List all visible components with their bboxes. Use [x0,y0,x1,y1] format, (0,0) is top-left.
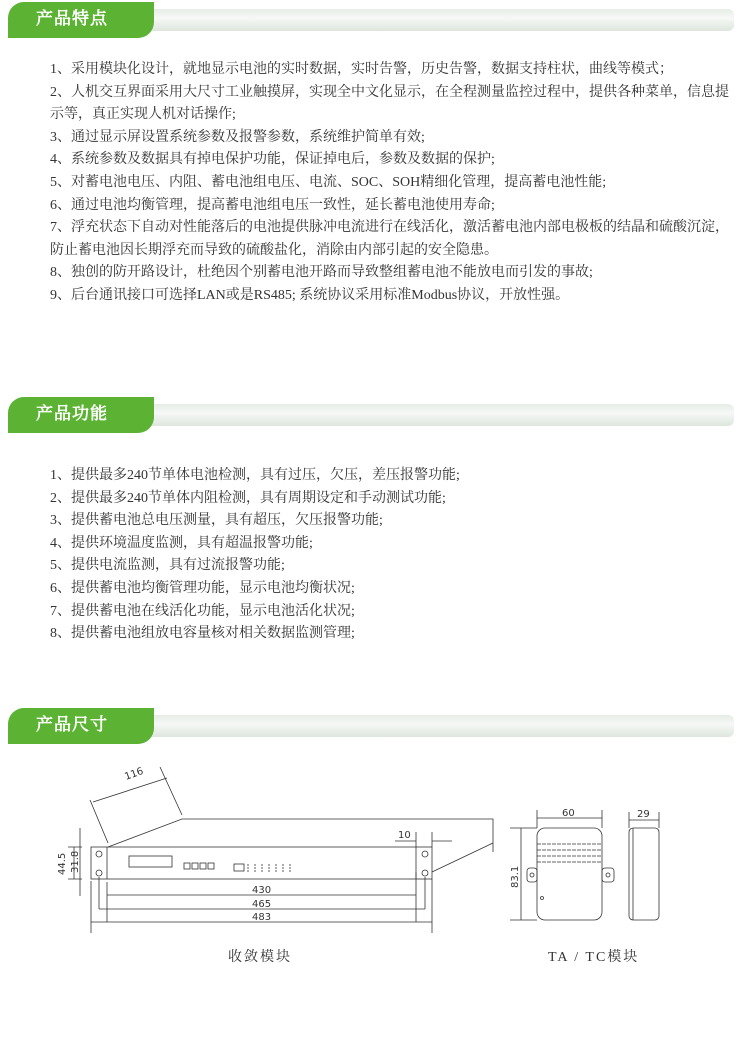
functions-list [50,465,730,646]
list-item: 7、提供蓄电池在线活化功能，显示电池活化状况; [50,603,355,619]
list-item: 7、浮充状态下自动对性能落后的电池提供脉冲电流进行在线活化，激活蓄电池内部电极板的结晶和硫酸沉淀，防止蓄电池因长期浮充而导致的硫酸盐化，消除由内部引起的安全隐患。 [50,220,729,258]
tatc-module-drawing [500,790,700,940]
list-item: 4、提供环境温度监测，具有超温报警功能; [50,535,313,551]
section-header-functions [8,397,738,433]
rack-module-caption: 收敛模块 [228,950,292,965]
list-item: 4、系统参数及数据具有掉电保护功能，保证掉电后，参数及数据的保护; [50,152,495,168]
dim-height: 83.1 [510,865,521,888]
list-item: 1、提供最多240节单体电池检测，具有过压，欠压，差压报警功能; [50,468,460,483]
dim-483: 483 [252,912,272,923]
dim-depth: 29 [637,809,650,820]
list-item: 6、通过电池均衡管理，提高蓄电池组电压一致性，延长蓄电池使用寿命; [50,197,495,213]
rack-module-drawing [40,740,500,940]
dim-ear: 10 [398,830,411,841]
dim-465: 465 [252,899,272,910]
dim-height-31: 31.8 [70,850,81,873]
section-header-features [8,2,738,38]
tatc-module-caption: TA / TC模块 [548,950,640,965]
list-item: 3、提供蓄电池总电压测量，具有超压，欠压报警功能; [50,513,383,529]
list-item: 3、通过显示屏设置系统参数及报警参数，系统维护简单有效; [50,129,425,145]
list-item: 1、采用模块化设计，就地显示电池的实时数据，实时告警，历史告警，数据支持柱状，曲线等模式； [50,62,673,77]
section-header-dimensions [8,708,738,744]
list-item: 9、后台通讯接口可选择LAN或是RS485; 系统协议采用标准Modbus协议，开放性强。 [50,287,570,303]
dim-430: 430 [252,885,272,896]
dim-height-44: 44.5 [57,852,68,875]
section-title: 产品特点 [8,2,154,38]
list-item: 8、独创的防开路设计，杜绝因个别蓄电池开路而导致整组蓄电池不能放电而引发的事故; [50,265,593,281]
features-list [50,59,730,308]
list-item: 2、提供最多240节单体内阻检测，具有周期设定和手动测试功能; [50,490,446,506]
list-item: 2、人机交互界面采用大尺寸工业触摸屏，实现全中文化显示，在全程测量监控过程中，提供各种菜单，信息提示等，真正实现人机对话操作; [50,84,729,123]
dim-width: 60 [562,808,575,819]
list-item: 5、提供电流监测，具有过流报警功能; [50,558,285,574]
section-title: 产品尺寸 [8,708,154,744]
list-item: 5、对蓄电池电压、内阻、蓄电池组电压、电流、SOC、SOH精细化管理，提高蓄电池性能; [50,174,607,190]
dim-depth: 116 [123,765,145,783]
list-item: 8、提供蓄电池组放电容量核对相关数据监测管理; [50,626,355,642]
list-item: 6、提供蓄电池均衡管理功能，显示电池均衡状况; [50,580,355,596]
section-title: 产品功能 [8,397,154,433]
